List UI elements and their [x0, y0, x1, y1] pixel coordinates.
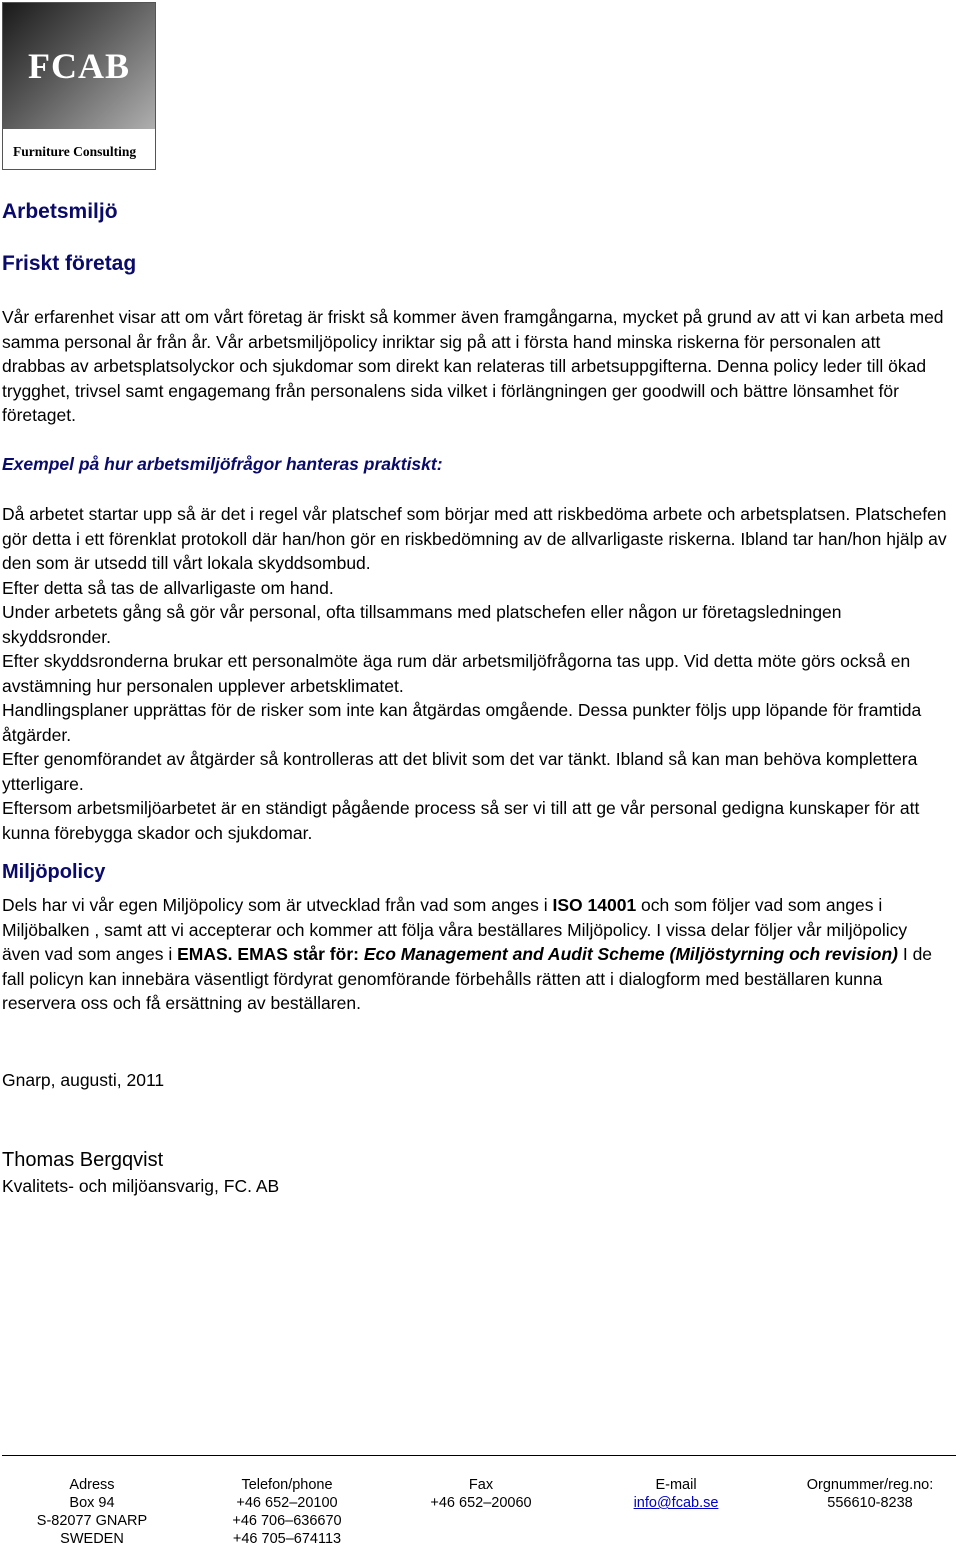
- footer-orgnr-label: Orgnummer/reg.no:: [806, 1477, 934, 1493]
- signer-name: Thomas Bergqvist: [2, 1149, 164, 1171]
- example-heading: Exempel på hur arbetsmiljöfrågor hanteras praktiskt:: [2, 454, 443, 474]
- miljopolicy-text-2: och som följer vad som anges i Miljöbalken , samt att vi accepterar och kommer att följa våra beställares Miljöpolicy. I vissa delar följer vår miljöpolicy även vad som anges i: [2, 895, 908, 964]
- example-body: [2, 502, 947, 845]
- footer-phone-number: +46 705–674113: [232, 1531, 342, 1547]
- iso-standard: ISO 14001: [552, 895, 637, 915]
- footer-email-link[interactable]: info@fcab.se: [633, 1495, 719, 1511]
- footer-orgnr-value: 556610-8238: [827, 1495, 913, 1511]
- emas-label: EMAS.: [177, 944, 233, 964]
- footer-email-label: E-mail: [655, 1477, 697, 1493]
- emas-definition: Eco Management and Audit Scheme (Miljöstyrning och revision): [363, 944, 898, 964]
- footer-phone-number: +46 652–20100: [236, 1495, 338, 1511]
- footer-address: [22, 1476, 162, 1548]
- footer-fax-label: Fax: [468, 1477, 494, 1493]
- example-paragraph: Eftersom arbetsmiljöarbetet är en ständigt pågående process så ser vi till att ge vår personal gedigna kunskaper för att kunna förebygga skador och sjukdomar.: [2, 798, 920, 843]
- miljopolicy-paragraph: [2, 893, 947, 1016]
- example-paragraph: Då arbetet startar upp så är det i regel vår platschef som börjar med att riskbedöma arbete och arbetsplatsen. Platschefen gör detta i ett förenklat protokoll där han/hon gör en riskbedömning av de allvarligaste riskerna. Ibland tar han/hon hjälp av den som är utsedd till vårt lokala skyddsombud.: [2, 504, 947, 573]
- intro-text: Vår erfarenhet visar att om vårt företag är friskt så kommer även framgångarna, mycket på grund av att vi kan arbeta med samma personal år från år. Vår arbetsmiljöpolicy inriktar sig på att i första hand minska riskerna för personalen att drabbas av arbetsplatsolyckor och sjukdomar som direkt kan relateras till arbetsuppgifterna. Denna policy leder till ökad trygghet, trivsel samt engagemang från personalens sida vilket i förlängningen ger goodwill och bättre lönsamhet för företaget.: [2, 307, 944, 425]
- footer-address-line: SWEDEN: [60, 1531, 124, 1547]
- footer-fax-number: +46 652–20060: [430, 1495, 532, 1511]
- intro-paragraph: [2, 305, 947, 428]
- miljopolicy-text-3: I de fall policyn kan innebära väsentligt fördyrat genomförande förbehålls rätten att i dialogform med beställaren kunna reservera oss och få ersättning av beställaren.: [2, 944, 933, 1013]
- company-logo: [2, 2, 156, 170]
- footer-phone-label: Telefon/phone: [241, 1477, 333, 1493]
- footer-phone-number: +46 706–636670: [232, 1513, 342, 1529]
- miljopolicy-text-1: Dels har vi vår egen Miljöpolicy som är utvecklad från vad som anges i: [2, 895, 553, 915]
- footer-divider: [2, 1455, 956, 1456]
- example-paragraph: Efter detta så tas de allvarligaste om hand.: [2, 577, 334, 598]
- footer-phone: [217, 1476, 357, 1548]
- logo-tagline: Furniture Consulting: [13, 144, 137, 159]
- example-paragraph: Under arbetets gång så gör vår personal, ofta tillsammans med platschefen eller någon ur företagsledningen skyddsronder.: [2, 602, 842, 647]
- example-paragraph: Efter genomförandet av åtgärder så kontrolleras att det blivit som det var tänkt. Ibland så kan man behöva komplettera ytterligare.: [2, 749, 918, 794]
- signer-role: Kvalitets- och miljöansvarig, FC. AB: [2, 1176, 280, 1196]
- logo-name: FCAB: [28, 46, 130, 86]
- page-title: Arbetsmiljö: [2, 200, 118, 223]
- footer-address-label: Adress: [69, 1477, 115, 1493]
- example-paragraph: Handlingsplaner upprättas för de risker som inte kan åtgärdas omgående. Dessa punkter följs upp löpande för framtida åtgärder.: [2, 700, 922, 745]
- miljopolicy-text: [2, 893, 947, 1016]
- footer-fax: [411, 1476, 551, 1512]
- emas-definition-label: EMAS står för:: [232, 944, 364, 964]
- miljopolicy-heading: Miljöpolicy: [2, 861, 106, 883]
- footer-orgnr: [790, 1476, 950, 1512]
- footer-address-line: S-82077 GNARP: [36, 1513, 148, 1529]
- place-date: Gnarp, augusti, 2011: [2, 1070, 165, 1090]
- example-paragraph: Efter skyddsronderna brukar ett personalmöte äga rum där arbetsmiljöfrågorna tas upp. Vid detta möte görs också en avstämning hur personalen upplever arbetsklimatet.: [2, 651, 911, 696]
- section-title-friskt-foretag: Friskt företag: [2, 252, 137, 275]
- footer-email: [606, 1476, 746, 1512]
- footer-address-line: Box 94: [69, 1495, 115, 1511]
